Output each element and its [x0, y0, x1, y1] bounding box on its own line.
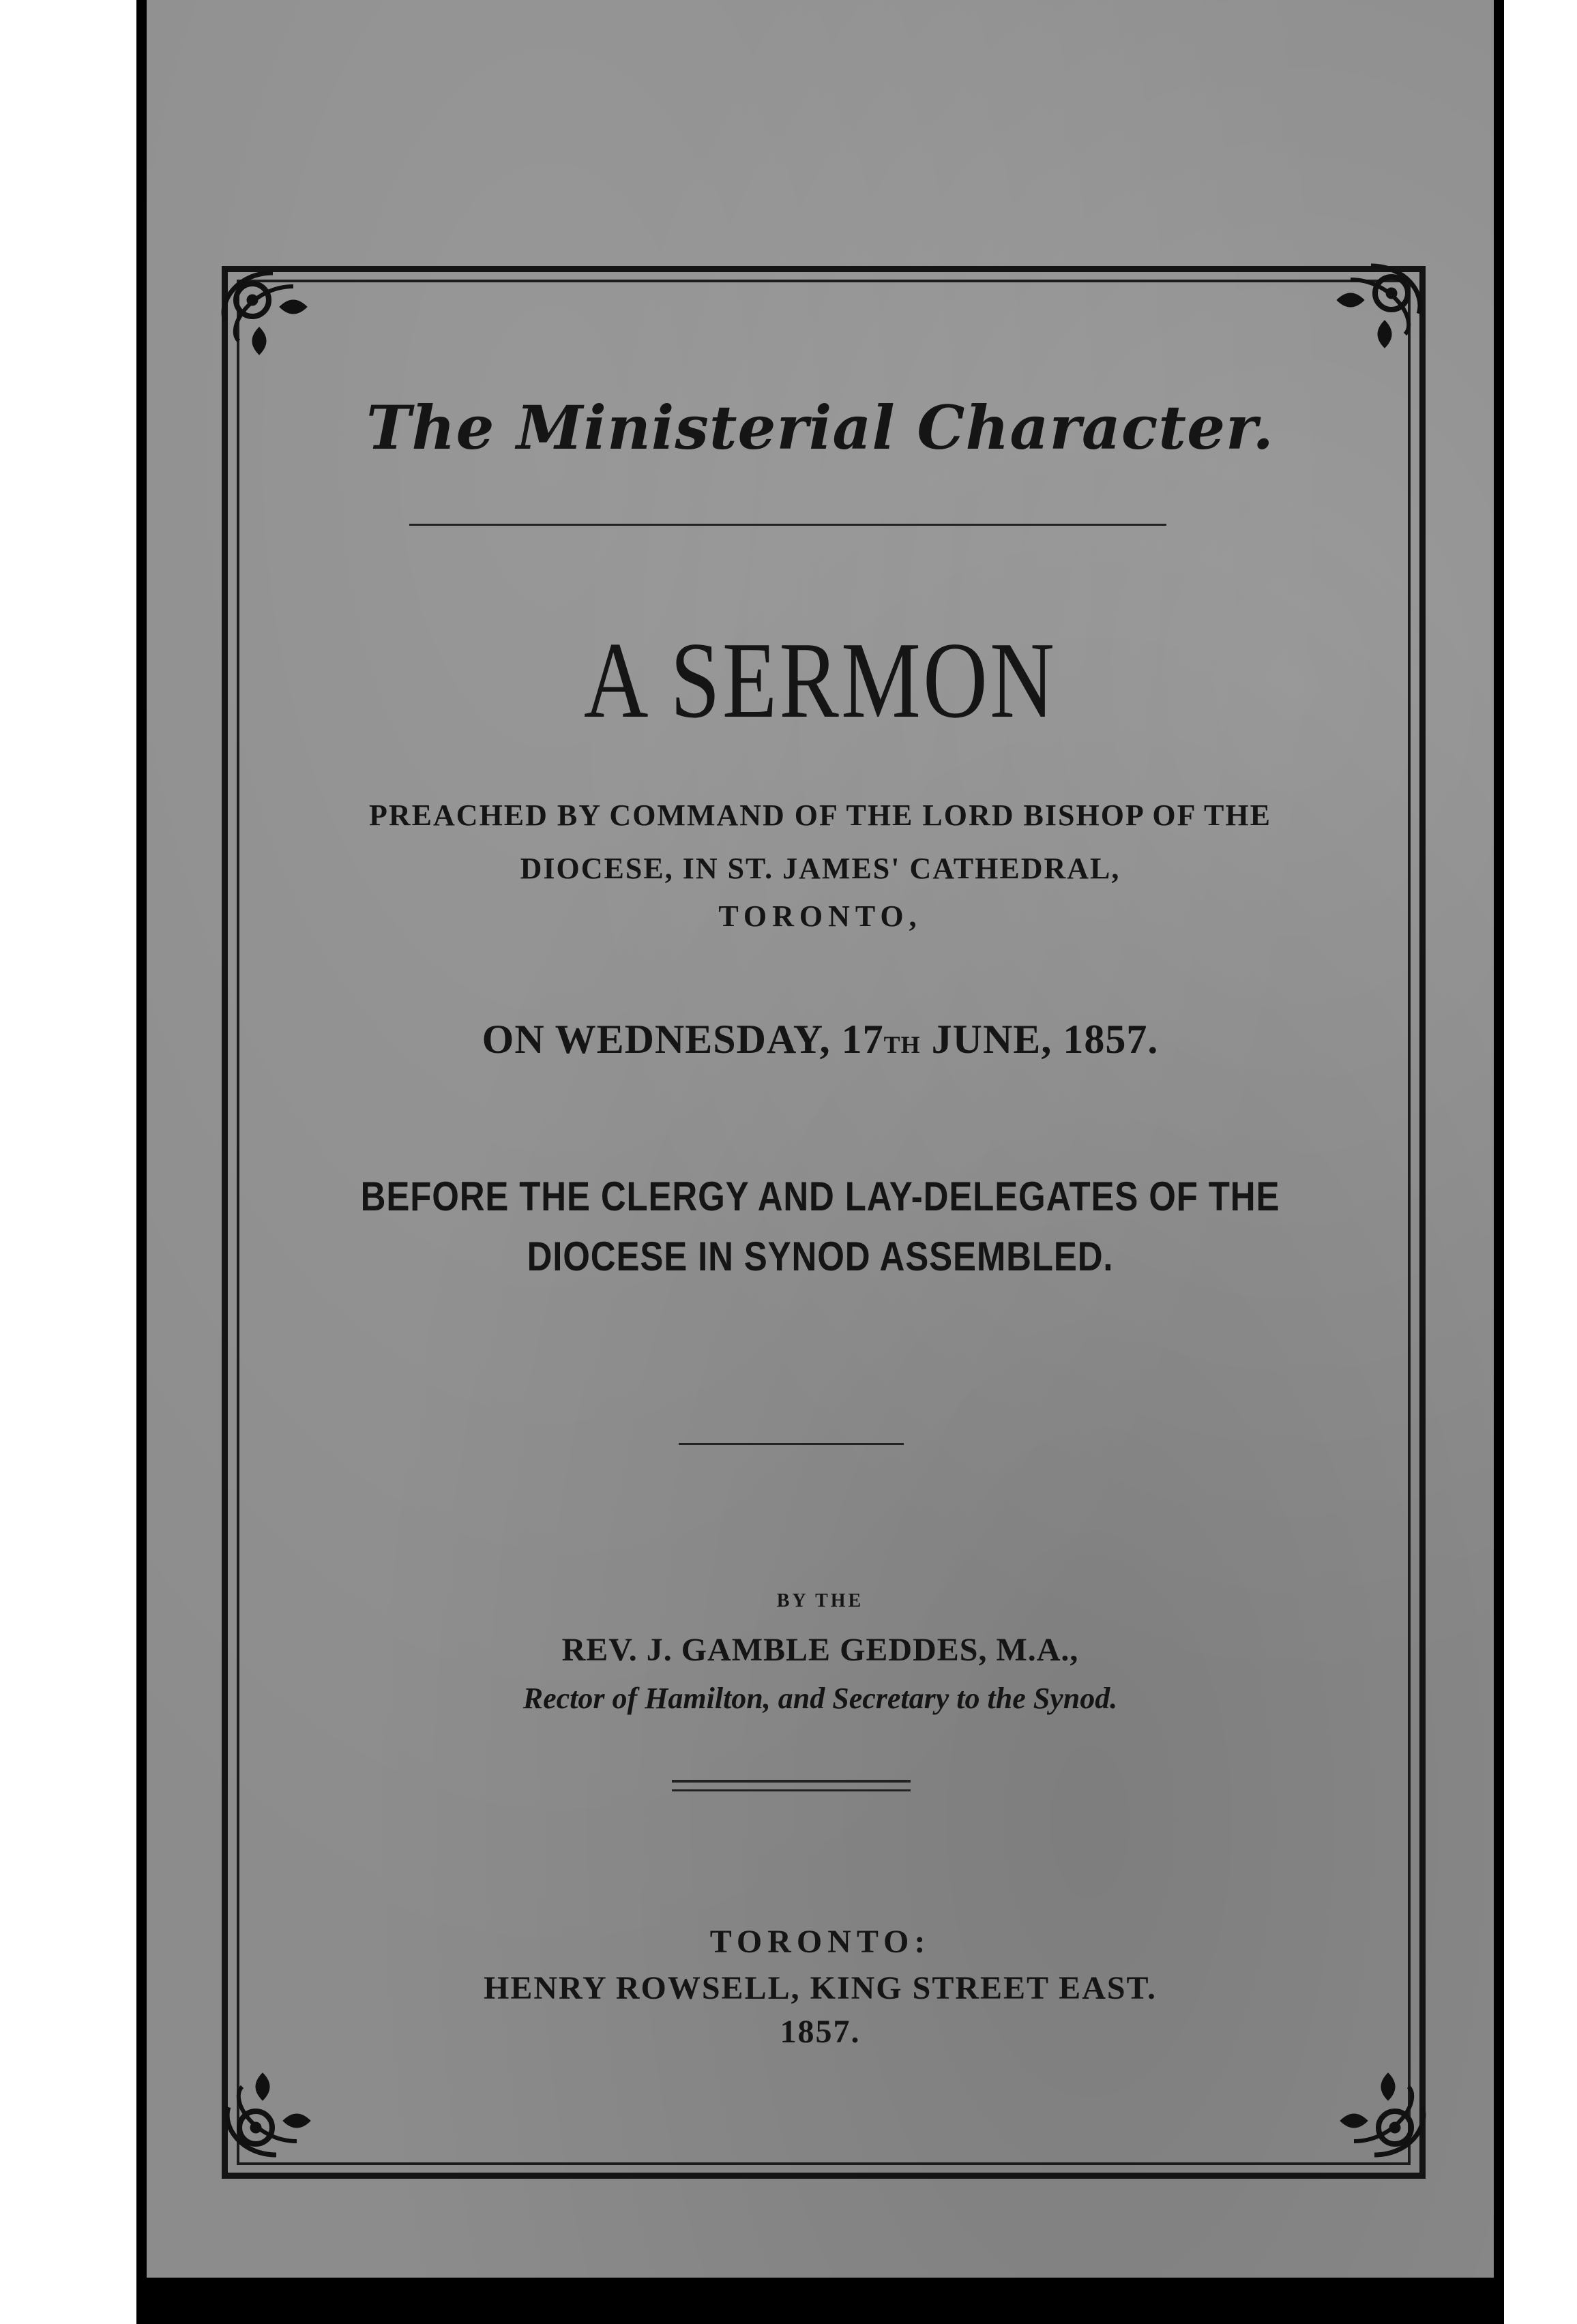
imprint-city: TORONTO: — [709, 1924, 931, 1960]
corner-ornament-top-right — [1310, 252, 1432, 375]
title-rule — [409, 524, 1166, 526]
corner-ornament-top-left — [211, 259, 334, 382]
preached-line-1: PREACHED BY COMMAND OF THE LORD BISHOP OF THE — [369, 799, 1271, 832]
date-ordinal-suffix: TH — [883, 1031, 921, 1058]
page-title: The Ministerial Character. — [366, 392, 1274, 463]
date-prefix: ON WEDNESDAY, 17 — [482, 1017, 884, 1062]
inner-border-frame — [237, 280, 1411, 2165]
author-position: Rector of Hamilton, and Secretary to the Synod. — [522, 1682, 1118, 1715]
double-rule-bottom — [672, 1789, 911, 1791]
preached-line-2: DIOCESE, IN ST. JAMES' CATHEDRAL, — [520, 852, 1121, 885]
corner-ornament-bottom-right — [1313, 2046, 1436, 2169]
author-name: REV. J. GAMBLE GEDDES, M.A., — [561, 1632, 1079, 1668]
right-page-margin — [1504, 0, 1577, 2324]
imprint-publisher: HENRY ROWSELL, KING STREET EAST. — [483, 1970, 1157, 2006]
double-rule-top — [672, 1780, 911, 1783]
left-page-margin — [0, 0, 136, 2324]
audience-line-2: DIOCESE IN SYNOD ASSEMBLED. — [527, 1234, 1114, 1279]
sermon-heading: A SERMON — [583, 619, 1057, 741]
preached-line-3: TORONTO, — [718, 899, 922, 933]
sermon-date — [147, 1016, 1494, 1063]
by-the-label: BY THE — [776, 1590, 864, 1611]
date-rest: JUNE, 1857. — [920, 1017, 1159, 1062]
title-page — [147, 0, 1494, 2278]
imprint-year: 1857. — [780, 2014, 861, 2050]
audience-line-1: BEFORE THE CLERGY AND LAY-DELEGATES OF THE — [360, 1174, 1280, 1219]
middle-rule — [679, 1443, 904, 1445]
corner-ornament-bottom-left — [215, 2046, 338, 2169]
